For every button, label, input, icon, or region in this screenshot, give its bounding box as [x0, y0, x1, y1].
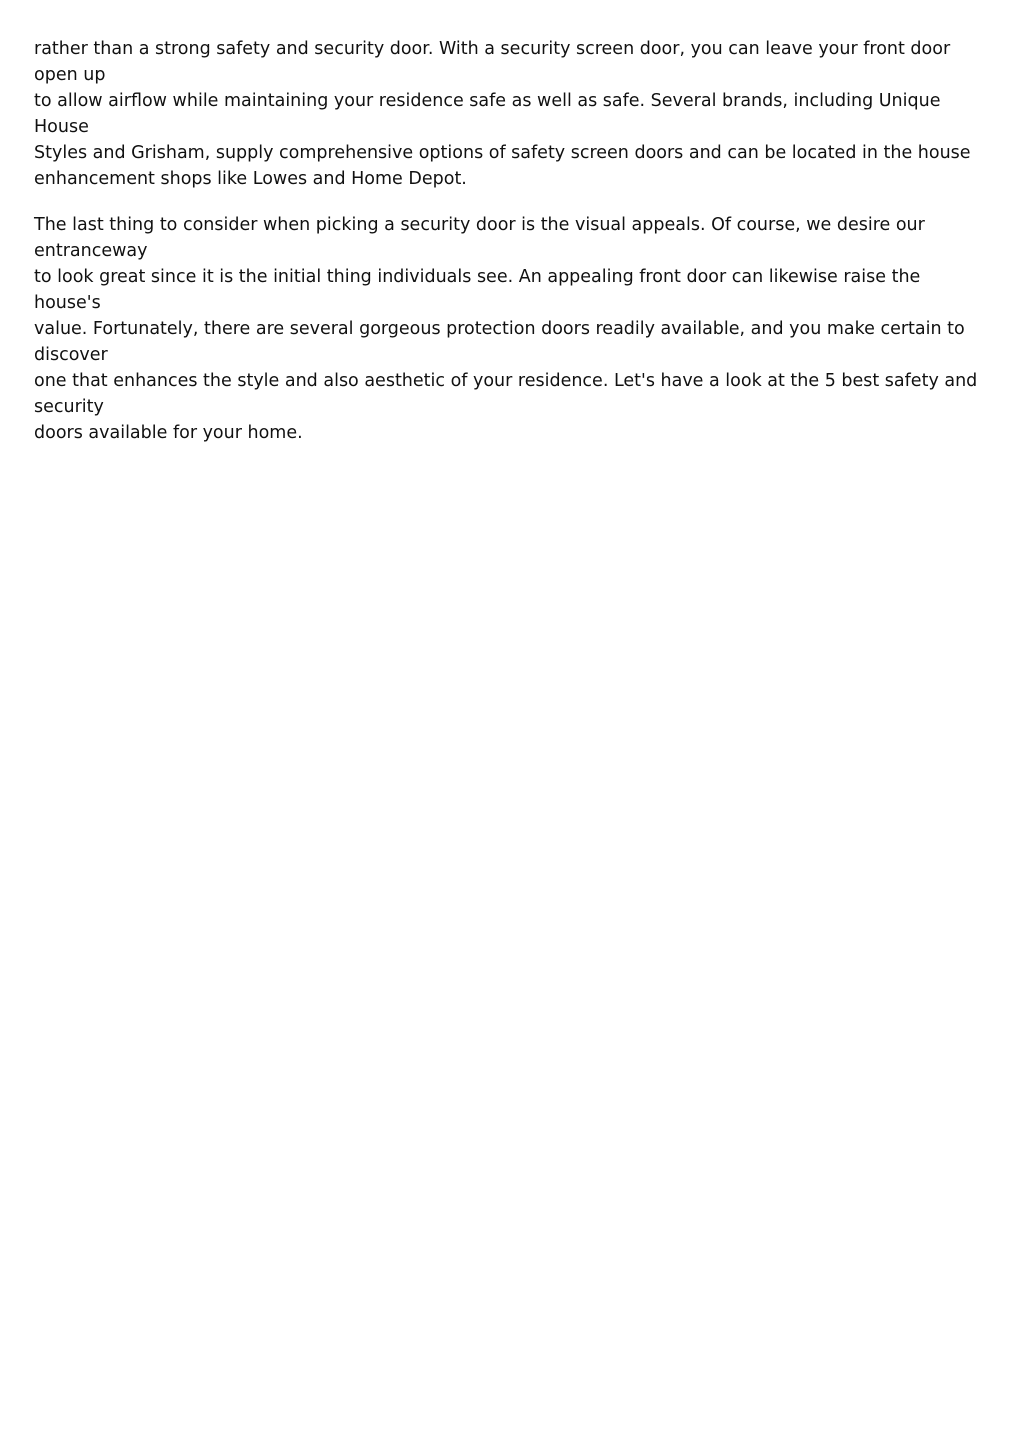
paragraph-1: rather than a strong safety and security door. With a security screen door, you can leave your front door open up to allow airflow while maintaining your residence safe as well as safe. Several brands, including Unique House Styles and Grisham, supply comprehensive options of safety screen doors and can be located in the house enhancement shops like Lowes and Home Depot. [34, 39, 971, 189]
document-page [34, 36, 990, 466]
paragraph-2: The last thing to consider when picking a security door is the visual appeals. Of course, we desire our entranceway to look great since it is the initial thing individuals see. An appealing front door can likewise raise the house's value. Fortunately, there are several gorgeous protection doors readily available, and you make certain to discover one that enhances the style and also aesthetic of your residence. Let's have a look at the 5 best safety and security doors available for your home. [34, 215, 978, 443]
